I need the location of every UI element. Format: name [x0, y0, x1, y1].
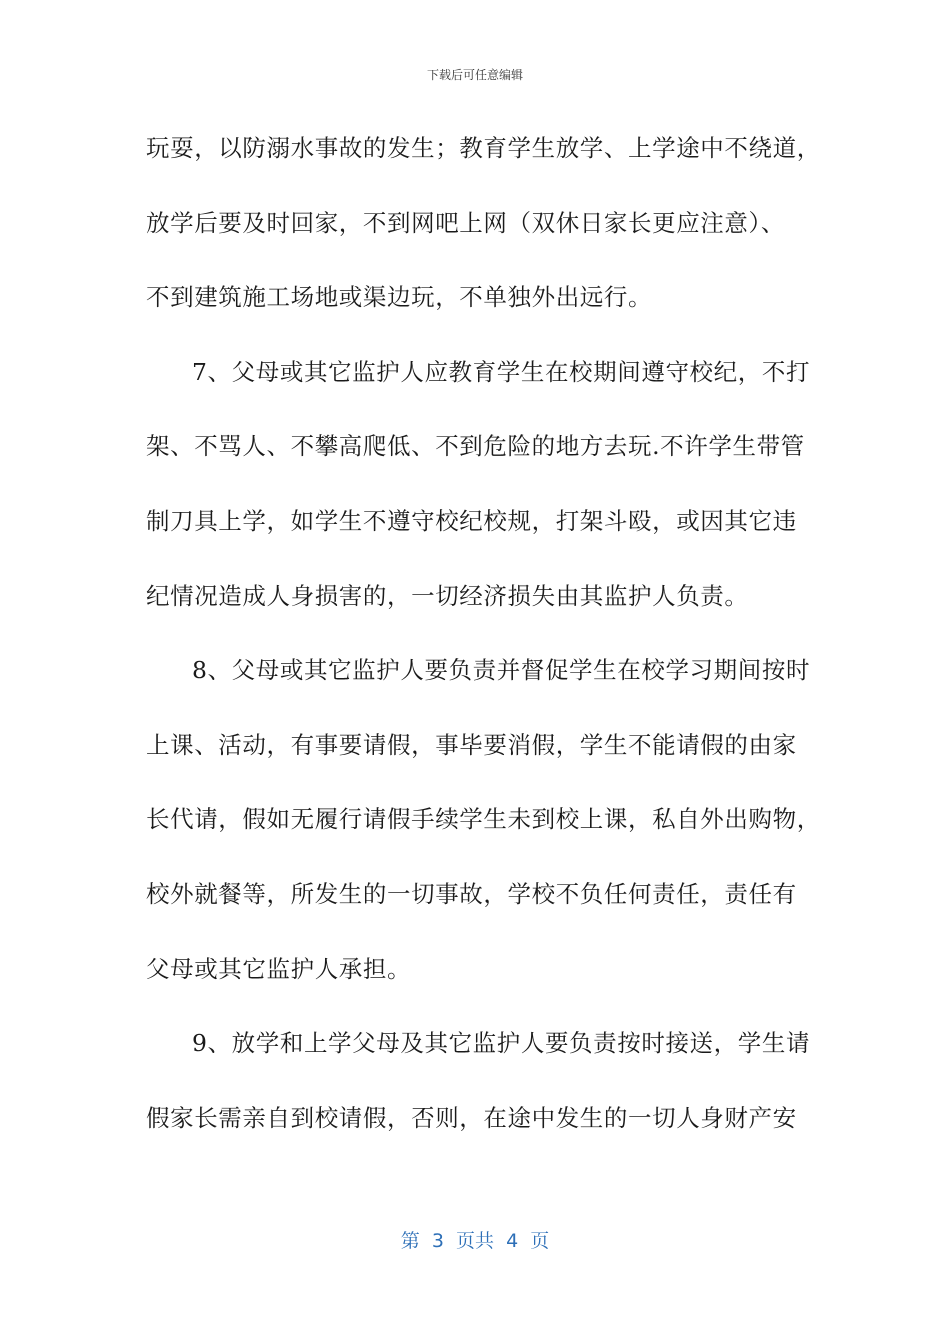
paragraph-start-line: 9、放学和上学父母及其它监护人要负责按时接送，学生请 — [192, 1029, 811, 1058]
paragraph-start-line: 8、父母或其它监护人要负责并督促学生在校学习期间按时 — [192, 656, 811, 685]
paragraph-start-line: 7、父母或其它监护人应教育学生在校期间遵守校纪，不打 — [192, 357, 811, 386]
page-number-footer: 第 3 页共 4 页 — [400, 1230, 550, 1252]
text-line: 假家长需亲自到校请假，否则，在途中发生的一切人身财产安 — [146, 1103, 797, 1132]
header-note: 下载后可任意编辑 — [426, 68, 523, 82]
text-line: 父母或其它监护人承担。 — [146, 954, 412, 983]
text-line: 架、不骂人、不攀高爬低、不到危险的地方去玩.不许学生带管 — [146, 432, 805, 461]
text-line: 上课、活动，有事要请假，事毕要消假，学生不能请假的由家 — [146, 730, 797, 759]
document-body — [146, 124, 826, 1168]
text-line: 纪情况造成人身损害的，一切经济损失由其监护人负责。 — [146, 581, 749, 610]
text-line: 校外就餐等，所发生的一切事故，学校不负任何责任，责任有 — [146, 879, 797, 908]
text-line: 制刀具上学，如学生不遵守校纪校规，打架斗殴，或因其它违 — [146, 506, 797, 535]
text-line: 玩耍，以防溺水事故的发生；教育学生放学、上学途中不绕道， — [146, 134, 821, 162]
text-line: 不到建筑施工场地或渠边玩，不单独外出远行。 — [146, 283, 653, 312]
text-line: 长代请，假如无履行请假手续学生未到校上课，私自外出购物， — [146, 805, 821, 834]
text-line: 放学后要及时回家，不到网吧上网（双休日家长更应注意）、 — [146, 208, 785, 237]
